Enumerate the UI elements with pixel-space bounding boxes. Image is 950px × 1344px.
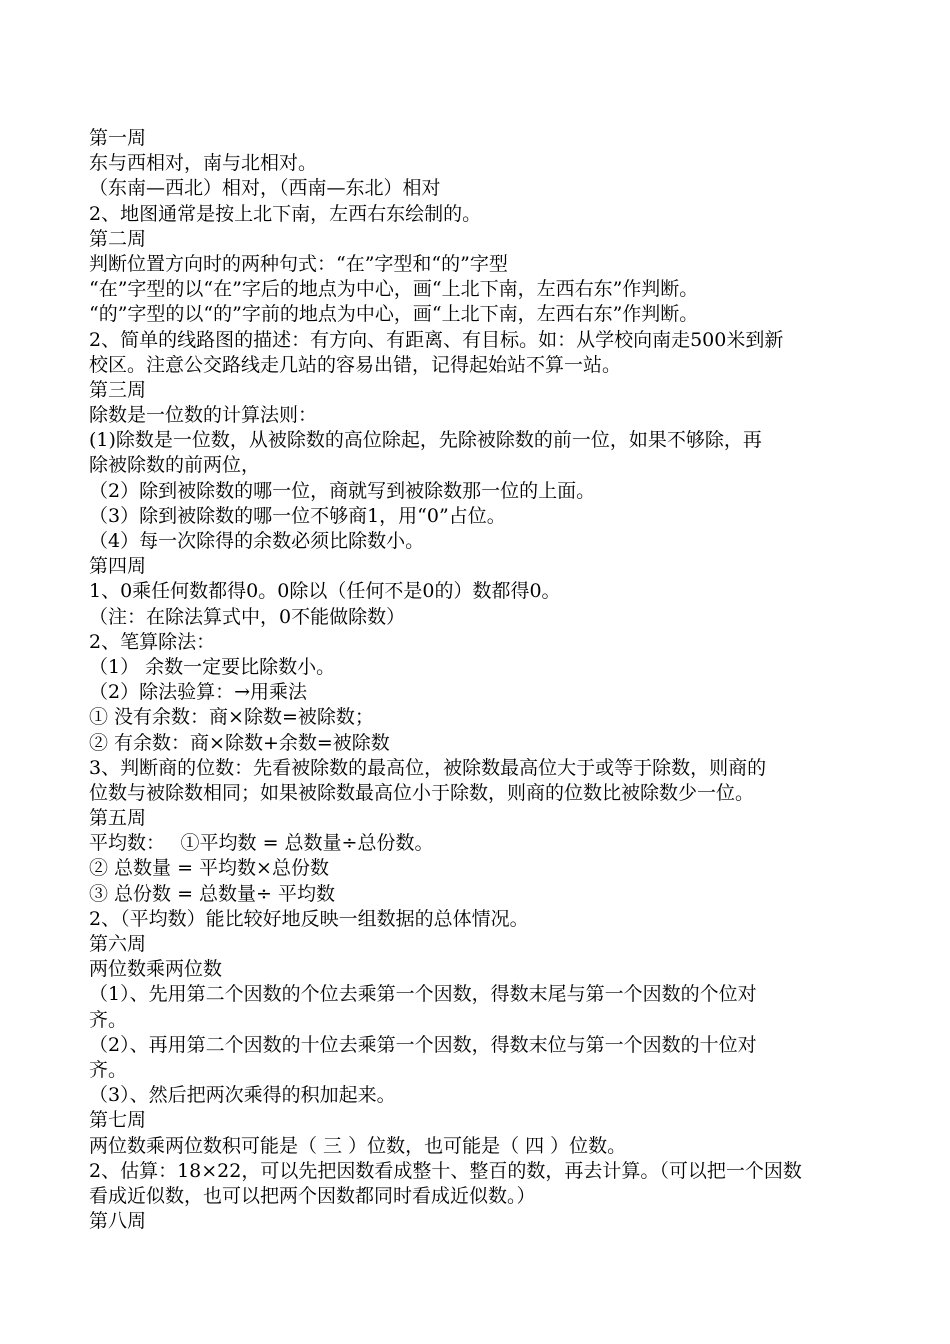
heading-week-6: 第六周 (89, 933, 147, 955)
text-line: 2、地图通常是按上北下南，左西右东绘制的。 (89, 202, 482, 225)
heading-week-5: 第五周 (89, 807, 147, 830)
text-line: 1、0乘任何数都得0。0除以（任何不是0的）数都得0。 (89, 580, 561, 603)
text-line: 东与西相对，南与北相对。 (89, 152, 318, 175)
text-line: （4）每一次除得的余数必须比除数小。 (89, 530, 425, 552)
text-line: 2、（平均数）能比较好地反映一组数据的总体情况。 (89, 907, 529, 930)
document-body (89, 126, 879, 1234)
text-line: 位数与被除数相同；如果被除数最高位小于除数，则商的位数比被除数少一位。 (89, 781, 755, 804)
text-line: (1)除数是一位数，从被除数的高位除起，先除被除数的前一位，如果不够除，再 (89, 429, 762, 452)
text-line: 校区。注意公交路线走几站的容易出错，记得起始站不算一站。 (89, 353, 622, 376)
text-line: 2、简单的线路图的描述：有方向、有距离、有目标。如：从学校向南走500米到新 (89, 328, 784, 351)
text-line: 平均数： ①平均数 = 总数量÷总份数。 (89, 832, 434, 855)
heading-week-4: 第四周 (89, 555, 147, 578)
text-line: （3）、然后把两次乘得的积加起来。 (89, 1084, 396, 1107)
heading-week-1: 第一周 (89, 127, 147, 149)
heading-week-2: 第二周 (89, 227, 147, 250)
text-line: 除被除数的前两位， (89, 454, 261, 477)
text-line: 两位数乘两位数积可能是（ 三 ）位数，也可能是（ 四 ）位数。 (89, 1134, 627, 1157)
text-line: （2）除到被除数的哪一位，商就写到被除数那一位的上面。 (89, 479, 596, 502)
text-line: （东南—西北）相对，（西南—东北）相对 (89, 177, 441, 200)
text-line: ① 没有余数：商×除数=被除数； (89, 706, 374, 729)
text-line: （注：在除法算式中，0不能做除数） (89, 605, 406, 628)
text-line: （2）、再用第二个因数的十位去乘第一个因数，得数末位与第一个因数的十位对 (89, 1033, 757, 1056)
text-line: 2、估算：18×22，可以先把因数看成整十、整百的数，再去计算。（可以把一个因数 (89, 1159, 802, 1182)
text-line: （2）除法验算：→用乘法 (89, 681, 308, 704)
text-line: 两位数乘两位数 (89, 958, 223, 981)
text-line: （3）除到被除数的哪一位不够商1，用“0”占位。 (89, 504, 506, 527)
heading-week-8: 第八周 (89, 1210, 147, 1233)
text-line: ② 总数量 = 平均数×总份数 (89, 857, 329, 880)
text-line: 看成近似数，也可以把两个因数都同时看成近似数。） (89, 1184, 536, 1207)
text-line: “的”字型的以“的”字前的地点为中心，画“上北下南，左西右东”作判断。 (89, 303, 699, 326)
text-line: （1）、先用第二个因数的个位去乘第一个因数，得数末尾与第一个因数的个位对 (89, 983, 757, 1006)
text-line: 齐。 (89, 1058, 128, 1081)
text-line: （1） 余数一定要比除数小。 (89, 655, 336, 678)
heading-week-3: 第三周 (89, 378, 147, 401)
text-line: 除数是一位数的计算法则： (89, 404, 318, 427)
text-line: 齐。 (89, 1008, 128, 1031)
text-line: 判断位置方向时的两种句式：“在”字型和“的”字型 (89, 252, 508, 275)
text-line: ③ 总份数 = 总数量÷ 平均数 (89, 882, 335, 905)
text-line: 2、笔算除法： (89, 630, 216, 653)
text-line: “在”字型的以“在”字后的地点为中心，画“上北下南，左西右东”作判断。 (89, 278, 699, 301)
text-line: 3、判断商的位数：先看被除数的最高位，被除数最高位大于或等于除数，则商的 (89, 756, 767, 779)
heading-week-7: 第七周 (89, 1109, 147, 1132)
text-line: ② 有余数：商×除数+余数=被除数 (89, 731, 390, 754)
